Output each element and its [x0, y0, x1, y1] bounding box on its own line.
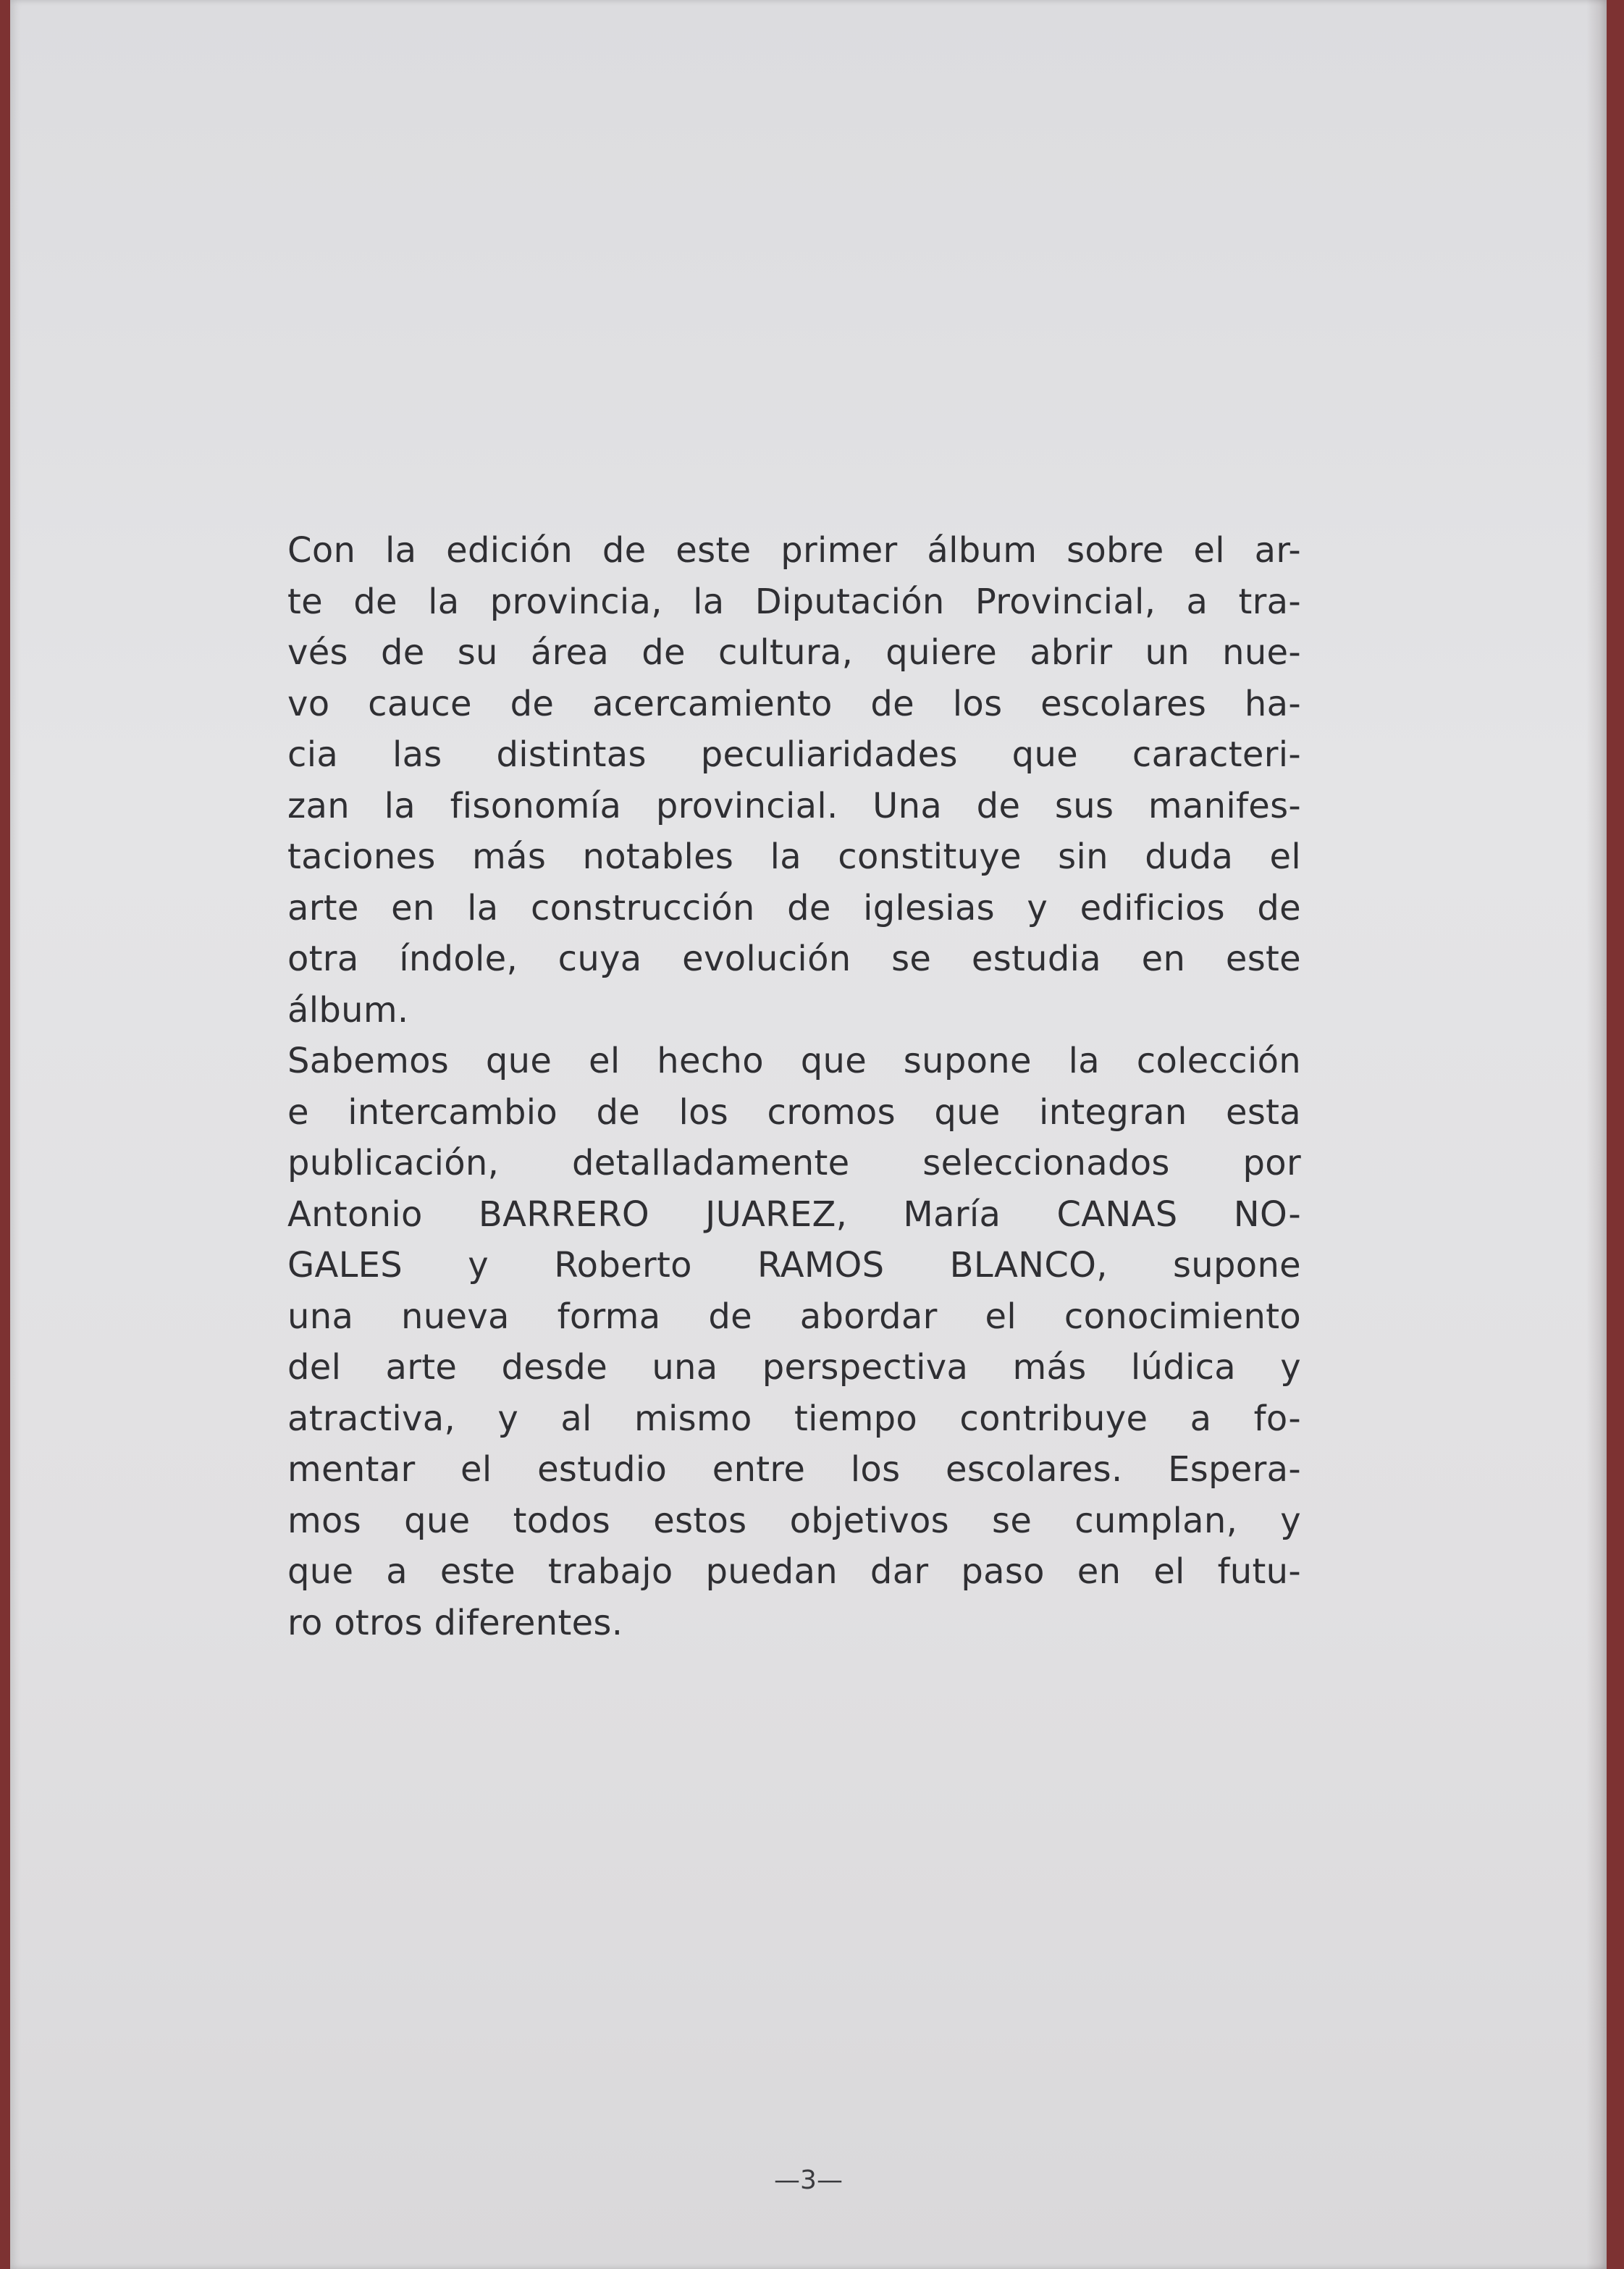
- text-line: otra índole, cuya evolución se estudia en este: [287, 939, 1301, 979]
- text-line: que a este trabajo puedan dar paso en el futu-: [287, 1551, 1301, 1592]
- text-line: cia las distintas peculiaridades que caracteri-: [287, 734, 1301, 775]
- text-line: Con la edición de este primer álbum sobre el ar-: [287, 530, 1301, 571]
- paragraph-1: [287, 525, 1301, 1036]
- page-number: —3—: [774, 2165, 843, 2195]
- text-line: te de la provincia, la Diputación Provincial, a tra-: [287, 581, 1301, 622]
- text-line: atractiva, y al mismo tiempo contribuye a fo-: [287, 1398, 1301, 1439]
- page-edge-shadow: [1586, 0, 1607, 2269]
- body-text: [287, 525, 1301, 1648]
- text-line: arte en la construcción de iglesias y edificios de: [287, 887, 1301, 928]
- text-line: del arte desde una perspectiva más lúdica y: [287, 1347, 1301, 1388]
- text-line: mos que todos estos objetivos se cumplan, y: [287, 1500, 1301, 1541]
- text-line: mentar el estudio entre los escolares. Espera-: [287, 1449, 1301, 1490]
- text-line: zan la fisonomía provincial. Una de sus manifes-: [287, 785, 1301, 826]
- text-line: Sabemos que el hecho que supone la colección: [287, 1041, 1301, 1081]
- text-line: vo cauce de acercamiento de los escolares ha-: [287, 683, 1301, 724]
- text-line: e intercambio de los cromos que integran esta: [287, 1091, 1301, 1133]
- text-line: publicación, detalladamente seleccionados por: [287, 1143, 1301, 1183]
- text-line: GALES y Roberto RAMOS BLANCO, supone: [287, 1245, 1301, 1286]
- paragraph-2: [287, 1036, 1301, 1648]
- book-page: [10, 0, 1607, 2269]
- text-line: una nueva forma de abordar el conocimiento: [287, 1296, 1301, 1337]
- text-line: ro otros diferentes.: [287, 1602, 623, 1643]
- text-line: taciones más notables la constituye sin duda el: [287, 836, 1301, 877]
- text-line: vés de su área de cultura, quiere abrir un nue-: [287, 632, 1301, 673]
- text-line: álbum.: [287, 989, 409, 1031]
- text-line: Antonio BARRERO JUAREZ, María CANAS NO-: [287, 1194, 1301, 1235]
